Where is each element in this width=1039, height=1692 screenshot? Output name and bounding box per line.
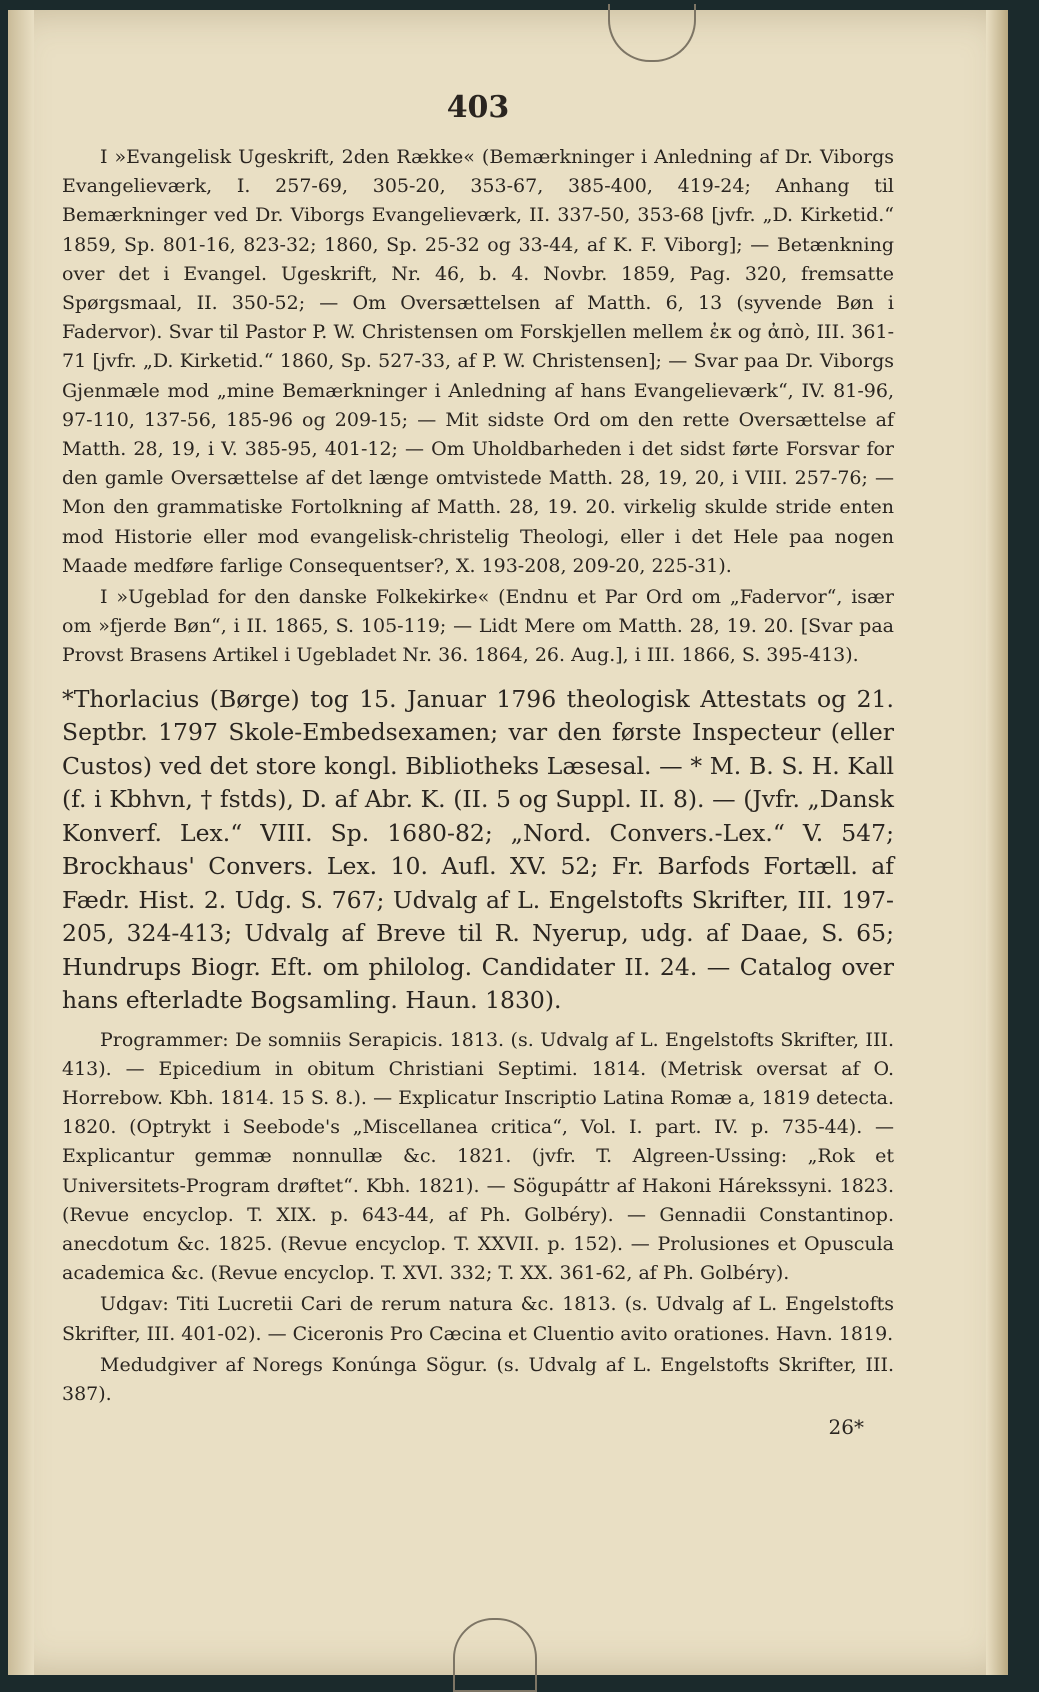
paragraph-evangelisk-ugeskrift: I »Evangelisk Ugeskrift, 2den Række« (Bemærkninger i Anledning af Dr. Viborgs Evangelieværk, I. 257-69, 305-20, 353-67, 385-400, 419-24; Anhang til Bemærkninger ved Dr. Viborgs Evangelieværk, II. 337-50, 353-68 [jvfr. „D. Kirketid.“ 1859, Sp. 801-16, 823-32; 1860, Sp. 25-32 og 33-44, af K. F. Viborg]; — Betænkning over det i Evangel. Ugeskrift, Nr. 46, b. 4. Novbr. 1859, Pag. 320, fremsatte Spørgsmaal, II. 350-52; — Om Oversættelsen af Matth. 6, 13 (syvende Bøn i Fadervor). Svar til Pastor P. W. Christensen om Forskjellen mellem ἐκ og ἀπὸ, III. 361-71 [jvfr. „D. Kirketid.“ 1860, Sp. 527-33, af P. W. Christensen]; — Svar paa Dr. Viborgs Gjenmæle mod „mine Bemærkninger i Anledning af hans Evangelieværk“, IV. 81-96, 97-110, 137-56, 185-96 og 209-15; — Mit sidste Ord om den rette Oversættelse af Matth. 28, 19, i V. 385-95, 401-12; — Om Uholdbarheden i det sidst førte Forsvar for den gamle Oversættelse af det længe omtvistede Matth. 28, 19, 20, i VIII. 257-76; — Mon den grammatiske Fortolkning af Matth. 28, 19. 20. virkelig skulde stride enten mod Historie eller mod evangelisk-christelig Theologi, eller i det Hele paa nogen Maade medføre farlige Consequentser?, X. 193-208, 209-20, 225-31). [62,146,894,577]
page-gutter [8,10,34,1675]
section-udgav: Udgav: Titi Lucretii Cari de rerum natura &c. 1813. (s. Udvalg af L. Engelstofts Skrifter, III. 401-02). — Ciceronis Pro Cæcina et Cluentio avito orationes. Havn. 1819. [62,1293,894,1345]
page-number: 403 [446,90,510,125]
biography-entry-thorlacius: *Thorlacius (Børge) tog 15. Januar 1796 theologisk Attestats og 21. Septbr. 1797 Skole-Embedsexamen; var den første Inspecteur (eller Custos) ved det store kongl. Bibliotheks Læsesal. — * M. B. S. H. Kall (f. i Kbhvn, † fstds), D. af Abr. K. (II. 5 og Suppl. II. 8). — (Jvfr. „Dansk Konverf. Lex.“ VIII. Sp. 1680-82; „Nord. Convers.-Lex.“ V. 547; Brockhaus' Convers. Lex. 10. Aufl. XV. 52; Fr. Barfods Fortæll. af Fædr. Hist. 2. Udg. S. 767; Udvalg af L. Engelstofts Skrifter, III. 197-205, 324-413; Udvalg af Breve til R. Nyerup, udg. af Daae, S. 65; Hundrups Biogr. Eft. om philolog. Candidater II. 24. — Catalog over hans efterladte Bogsamling. Haun. 1830). [62,684,894,1015]
page-edge [986,10,1008,1675]
section-programmer: Programmer: De somniis Serapicis. 1813. (s. Udvalg af L. Engelstofts Skrifter, III. 413). — Epicedium in obitum Christiani Septimi. 1814. (Metrisk oversat af O. Horrebow. Kbh. 1814. 15 S. 8.). — Explicatur Inscriptio Latina Romæ a, 1819 detecta. 1820. (Optrykt i Seebode's „Miscellanea critica“, Vol. I. part. IV. p. 735-44). — Explicantur gemmæ nonnullæ &c. 1821. (jvfr. T. Algreen-Ussing: „Rok et Universitets-Program drøftet“. Kbh. 1821). — Sögupáttr af Hakoni Hárekssyni. 1823. (Revue encyclop. T. XIX. p. 643-44, af Ph. Golbéry). — Gennadii Constantinop. anecdotum &c. 1825. (Revue encyclop. T. XXVII. p. 152). — Prolusiones et Opuscula academica &c. (Revue encyclop. T. XVI. 332; T. XX. 361-62, af Ph. Golbéry). [62,1028,894,1285]
page-notch-bottom [453,1618,537,1692]
page-notch-top [608,4,696,62]
page-content [62,80,894,1439]
section-medudgiver: Medudgiver af Noregs Konúnga Sögur. (s. Udvalg af L. Engelstofts Skrifter, III. 387). [62,1353,894,1406]
book-page [8,10,1008,1675]
printer-signature: 26* [828,1415,864,1440]
paragraph-ugeblad: I »Ugeblad for den danske Folkekirke« (Endnu et Par Ord om „Fadervor“, især om »fjerde Bøn“, i II. 1865, S. 105-119; — Lidt Mere om Matth. 28, 19. 20. [Svar paa Provst Brasens Artikel i Ugebladet Nr. 36. 1864, 26. Aug.], i III. 1866, S. 395-413). [62,586,894,667]
